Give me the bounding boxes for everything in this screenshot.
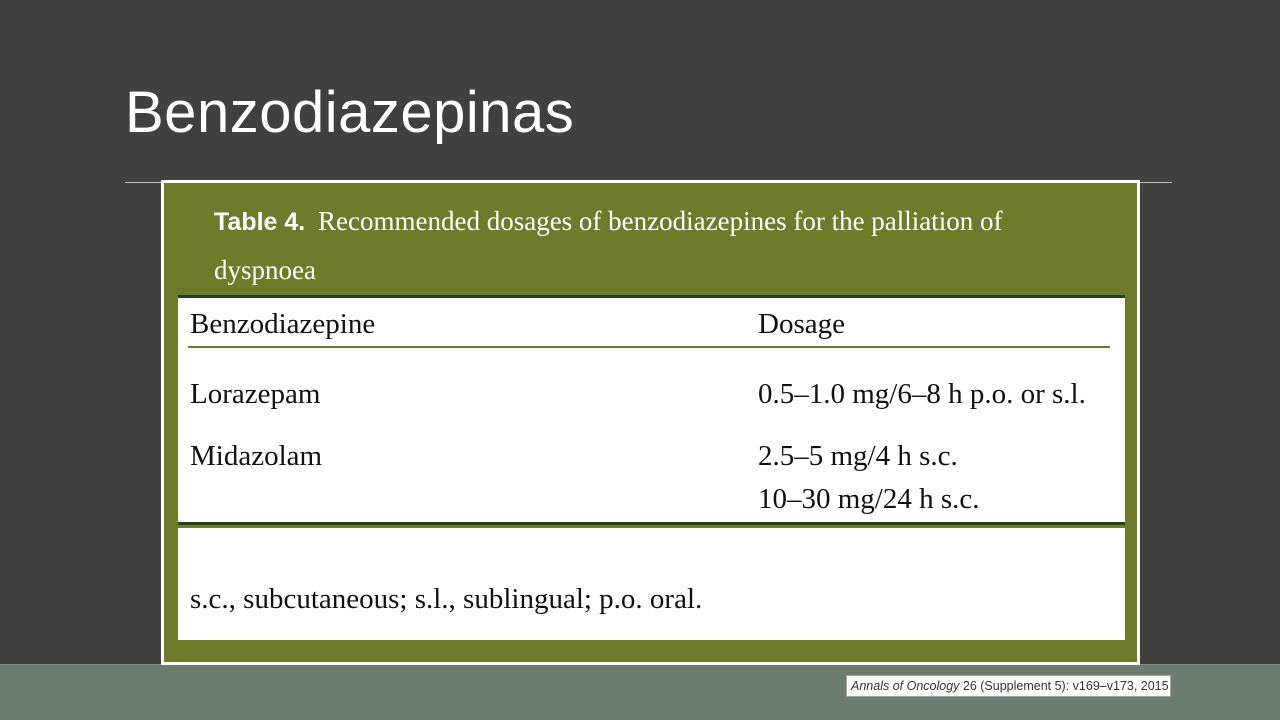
row-dosage-lorazepam: 0.5–1.0 mg/6–8 h p.o. or s.l. (758, 378, 1086, 410)
header-rule (188, 346, 1110, 348)
table-image (161, 180, 1140, 665)
table-caption (214, 197, 1074, 294)
column-header-dosage: Dosage (758, 308, 845, 340)
table-caption-label: Table 4. (214, 208, 306, 236)
table-panel (164, 183, 1137, 662)
table-footnote: s.c., subcutaneous; s.l., sublingual; p.o. oral. (190, 583, 703, 615)
table-body (178, 295, 1125, 525)
table-footnote-area (178, 528, 1125, 640)
citation-details: 26 (Supplement 5): v169–v173, 2015 (959, 679, 1169, 693)
slide-title: Benzodiazepinas (125, 80, 575, 145)
row-drug-midazolam: Midazolam (190, 440, 323, 472)
citation-box (846, 675, 1171, 697)
table-caption-text: Recommended dosages of benzodiazepines for the palliation of dyspnoea (214, 206, 1003, 285)
row-drug-lorazepam: Lorazepam (190, 378, 321, 410)
row-dosage-midazolam-2: 10–30 mg/24 h s.c. (758, 483, 980, 515)
citation-journal: Annals of Oncology (851, 679, 960, 693)
column-header-benzodiazepine: Benzodiazepine (190, 308, 376, 340)
row-dosage-midazolam-1: 2.5–5 mg/4 h s.c. (758, 440, 958, 472)
